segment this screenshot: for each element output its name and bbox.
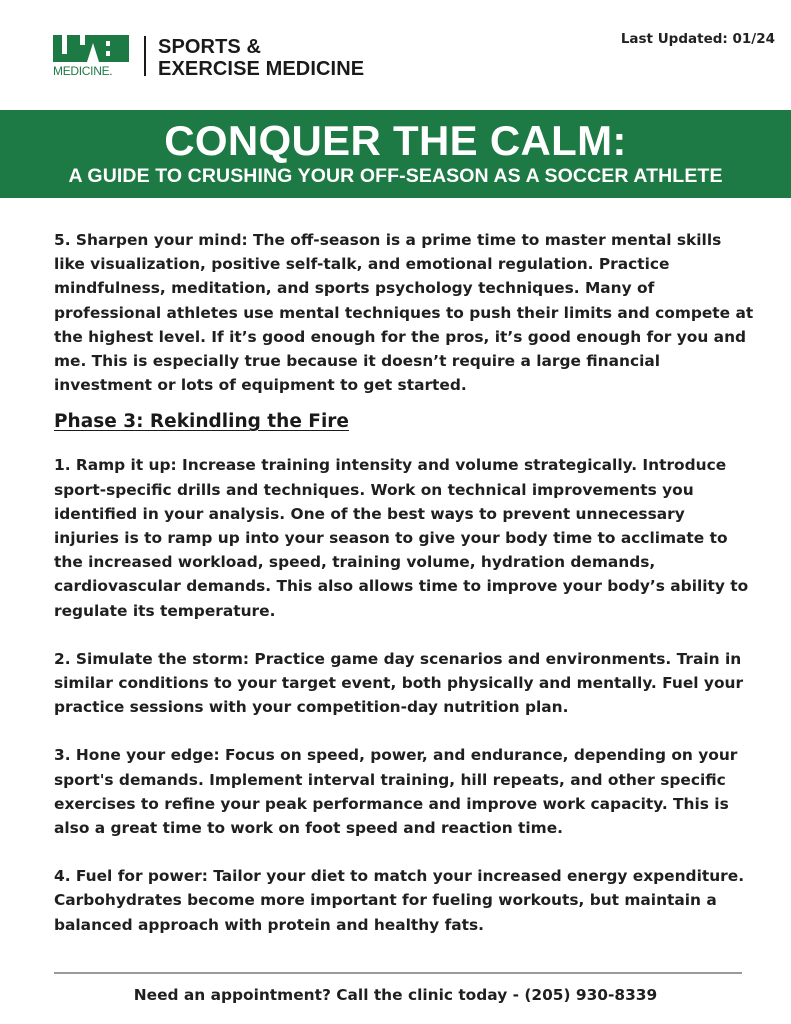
main-content <box>54 228 754 961</box>
tip-paragraph-4: 4. Fuel for power: Tailor your diet to match your increased energy expenditure. Carbohydrates become more important for fueling workouts, but maintain a balanced approach with protein and healthy fats. <box>54 867 745 934</box>
uab-medicine-logo <box>53 35 131 77</box>
tip-paragraph-2: 2. Simulate the storm: Practice game day scenarios and environments. Train in similar conditions to your target event, both physically and mentally. Fuel your practice sessions with your competition-day nutrition plan. <box>54 649 744 717</box>
svg-text:MEDICINE.: MEDICINE. <box>53 64 113 77</box>
logo-divider <box>144 36 146 76</box>
page-header <box>0 0 791 108</box>
footer-divider <box>54 972 742 974</box>
title-banner <box>0 110 791 198</box>
last-updated-date: Last Updated: 01/24 <box>620 31 775 47</box>
department-line-2: EXERCISE MEDICINE <box>158 58 365 80</box>
page-subtitle: A GUIDE TO CRUSHING YOUR OFF-SEASON AS A SOCCER ATHLETE <box>68 165 723 187</box>
tip-paragraph-1: 1. Ramp it up: Increase training intensity and volume strategically. Introduce sport-specific drills and techniques. Work on technical improvements you identified in your analysis. One of the best ways to prevent unnecessary injuries is to ramp up into your season to give your body time to acclimate to the increased workload, speed, training volume, hydration demands, cardiovascular demands. This also allows time to improve your body’s ability to regulate its temperature. <box>54 456 749 620</box>
phase-heading: Phase 3: Rekindling the Fire <box>54 411 349 433</box>
department-line-1: SPORTS & <box>158 36 262 58</box>
department-name <box>158 36 364 80</box>
page-title: CONQUER THE CALM: <box>164 117 627 164</box>
intro-paragraph: 5. Sharpen your mind: The off-season is a prime time to master mental skills like visualization, positive self-talk, and emotional regulation. Practice mindfulness, meditation, and sports psychology techniques. Many of professional athletes use mental techniques to push their limits and compete at the highest level. If it’s good enough for the pros, it’s good enough for you and me. This is especially true because it doesn’t require a large financial investment or lots of equipment to get started. <box>54 231 754 395</box>
footer-appointment-text: Need an appointment? Call the clinic today - (205) 930-8339 <box>133 986 658 1004</box>
uab-medicine-logo-graphic <box>53 35 131 77</box>
tip-paragraph-3: 3. Hone your edge: Focus on speed, power, and endurance, depending on your sport's demands. Implement interval training, hill repeats, and other specific exercises to refine your peak performance and improve work capacity. This is also a great time to work on foot speed and reaction time. <box>54 746 738 838</box>
